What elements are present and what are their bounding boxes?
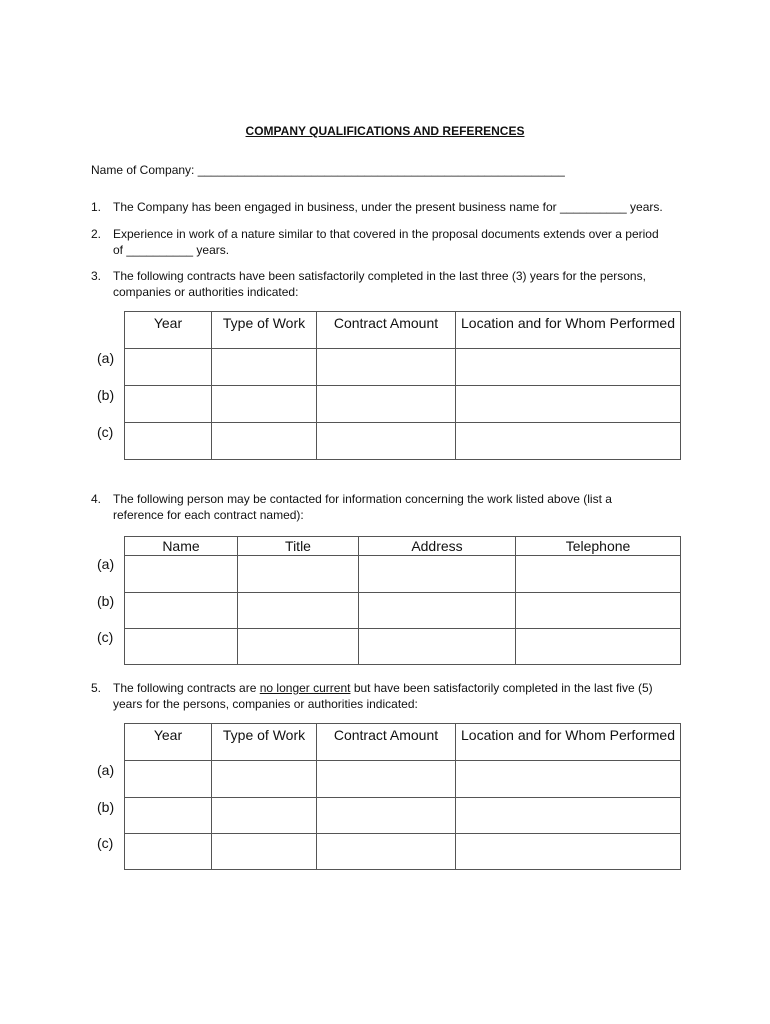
table-cell[interactable] xyxy=(359,593,516,629)
item-3-line-1: The following contracts have been satisfactorily completed in the last three (3) years for the persons, xyxy=(113,269,646,283)
column-header-contract-amount: Contract Amount xyxy=(317,724,456,761)
table-cell[interactable] xyxy=(125,423,212,460)
table-row xyxy=(125,349,681,386)
item-2-line-1: Experience in work of a nature similar to that covered in the proposal documents extends over a period xyxy=(113,227,659,241)
row-label: (a) xyxy=(97,556,115,572)
table-row xyxy=(125,761,681,798)
item-number: 2. xyxy=(91,227,102,241)
company-name-field[interactable]: Name of Company: _______________________________________________________ xyxy=(91,163,565,177)
table-cell[interactable] xyxy=(125,386,212,423)
table-cell[interactable] xyxy=(125,798,212,834)
table-cell[interactable] xyxy=(456,386,681,423)
table-cell[interactable] xyxy=(238,593,359,629)
column-header-address: Address xyxy=(359,537,516,556)
table-cell[interactable] xyxy=(456,798,681,834)
item-number: 5. xyxy=(91,681,102,695)
item-number: 4. xyxy=(91,492,102,506)
column-header-type-of-work: Type of Work xyxy=(212,724,317,761)
column-header-location: Location and for Whom Performed xyxy=(456,724,681,761)
table-cell[interactable] xyxy=(317,386,456,423)
table-cell[interactable] xyxy=(516,593,681,629)
table-cell[interactable] xyxy=(317,423,456,460)
item-5-text-post: but have been satisfactorily completed in the last five (5) xyxy=(350,681,653,695)
table-row xyxy=(125,386,681,423)
table-cell[interactable] xyxy=(212,761,317,798)
table-header-row xyxy=(125,724,681,761)
table-row xyxy=(125,556,681,593)
item-5-text-underlined: no longer current xyxy=(259,681,351,695)
column-header-name: Name xyxy=(125,537,238,556)
item-number: 3. xyxy=(91,269,102,283)
column-header-contract-amount: Contract Amount xyxy=(317,312,456,349)
table-cell[interactable] xyxy=(125,556,238,593)
table-cell[interactable] xyxy=(317,349,456,386)
column-header-year: Year xyxy=(125,312,212,349)
table-cell[interactable] xyxy=(125,593,238,629)
table-cell[interactable] xyxy=(212,386,317,423)
table-cell[interactable] xyxy=(317,761,456,798)
row-label: (c) xyxy=(97,629,114,645)
column-header-year: Year xyxy=(125,724,212,761)
table-cell[interactable] xyxy=(359,556,516,593)
table-cell[interactable] xyxy=(317,798,456,834)
item-5-line-1 xyxy=(113,680,653,696)
column-header-telephone: Telephone xyxy=(516,537,681,556)
column-header-title: Title xyxy=(238,537,359,556)
row-label: (b) xyxy=(97,593,115,609)
table-cell[interactable] xyxy=(456,834,681,870)
table-cell[interactable] xyxy=(125,349,212,386)
item-5-line-2: years for the persons, companies or authorities indicated: xyxy=(113,697,418,711)
row-label: (b) xyxy=(97,387,115,403)
item-4-line-1: The following person may be contacted for information concerning the work listed above (list a xyxy=(113,492,612,506)
row-label: (a) xyxy=(97,762,115,778)
table-cell[interactable] xyxy=(317,834,456,870)
table-cell[interactable] xyxy=(212,423,317,460)
table-row xyxy=(125,423,681,460)
table-cell[interactable] xyxy=(125,834,212,870)
table-row xyxy=(125,629,681,665)
table-header-row xyxy=(125,312,681,349)
table-row xyxy=(125,834,681,870)
table-cell[interactable] xyxy=(212,798,317,834)
item-number: 1. xyxy=(91,200,102,214)
item-3-line-2: companies or authorities indicated: xyxy=(113,285,299,299)
contracts-table xyxy=(124,311,681,460)
row-label: (c) xyxy=(97,424,114,440)
document-title: COMPANY QUALIFICATIONS AND REFERENCES xyxy=(245,124,525,138)
table-header-row xyxy=(125,537,681,556)
item-1-text: The Company has been engaged in business, under the present business name for __________ years. xyxy=(113,200,663,214)
table-cell[interactable] xyxy=(516,629,681,665)
table-cell[interactable] xyxy=(516,556,681,593)
table-cell[interactable] xyxy=(359,629,516,665)
row-label: (c) xyxy=(97,835,114,851)
past-contracts-table xyxy=(124,723,681,870)
table-cell[interactable] xyxy=(212,834,317,870)
table-cell[interactable] xyxy=(212,349,317,386)
table-cell[interactable] xyxy=(456,423,681,460)
table-row xyxy=(125,593,681,629)
column-header-location: Location and for Whom Performed xyxy=(456,312,681,349)
table-cell[interactable] xyxy=(238,629,359,665)
table-cell[interactable] xyxy=(125,761,212,798)
item-2-line-2: of __________ years. xyxy=(113,243,230,257)
row-label: (b) xyxy=(97,799,115,815)
table-cell[interactable] xyxy=(456,761,681,798)
item-5-text-pre: The following contracts are xyxy=(113,681,260,695)
table-cell[interactable] xyxy=(125,629,238,665)
table-cell[interactable] xyxy=(238,556,359,593)
row-label: (a) xyxy=(97,350,115,366)
column-header-type-of-work: Type of Work xyxy=(212,312,317,349)
item-4-line-2: reference for each contract named): xyxy=(113,508,304,522)
table-row xyxy=(125,798,681,834)
table-cell[interactable] xyxy=(456,349,681,386)
references-table xyxy=(124,536,681,665)
